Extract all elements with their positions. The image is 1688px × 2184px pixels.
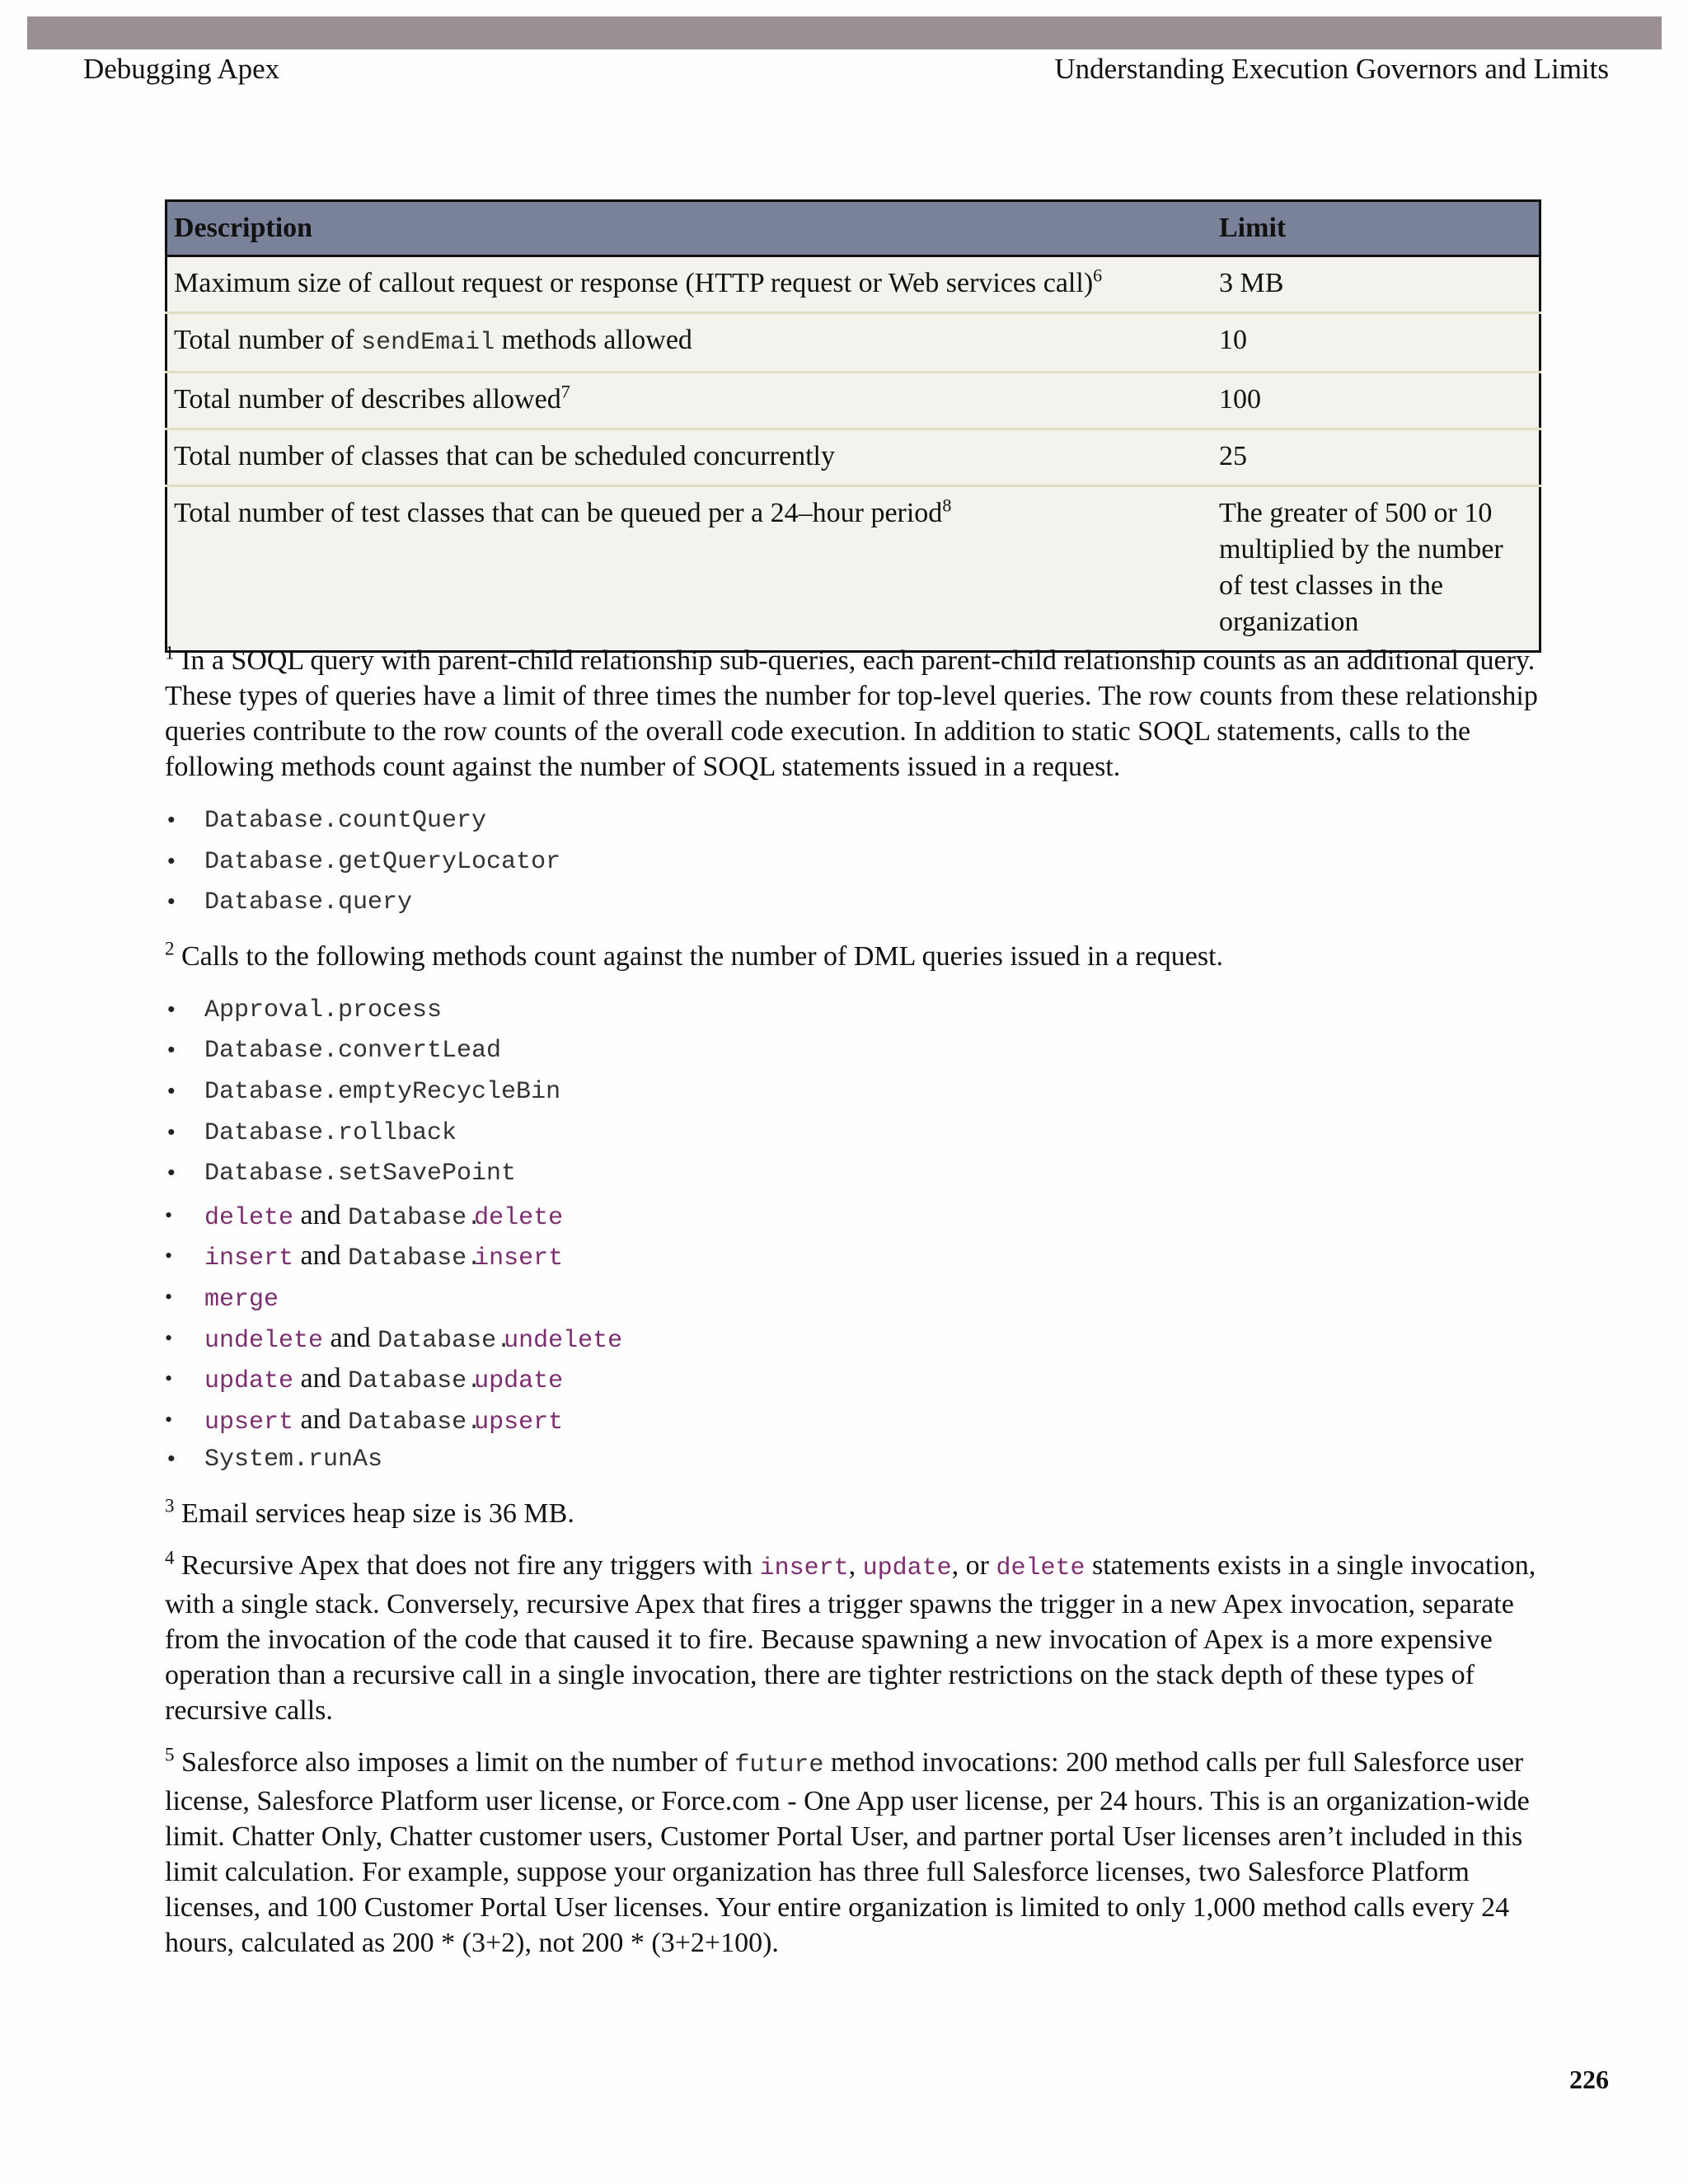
list-item: • Database.rollback xyxy=(165,1113,1541,1155)
list-item: • upsert and Database.upsert xyxy=(165,1399,1541,1441)
table-row xyxy=(166,256,1540,313)
footnote-3: $^3$ Email services heap size is 36 MB. xyxy=(165,1495,574,1529)
footnote-ref[interactable]: 7 xyxy=(560,381,570,402)
column-header-description: Description xyxy=(166,201,1213,256)
list-item: • delete and Database.delete xyxy=(165,1195,1541,1236)
footnote-5: $^5$ Salesforce also imposes a limit on the number of future method invocations: 200 method calls per full Salesforce user license, Salesforce Platform user license, or Force.com - One App user license, per 24 hours. This is an organization-wide limit. Chatter Only, Chatter customer users, Customer Portal User, and partner portal User licenses aren’t included in this limit calculation. For example, suppose your organization has three full Salesforce licenses, two Salesforce Platform licenses, and 100 Customer Portal User licenses. Your entire organization is limited to only 1,000 method calls every 24 hours, calculated as 200 * (3+2), not 200 * (3+2+100). xyxy=(165,1744,1530,1958)
table-row xyxy=(166,373,1540,429)
cell-description: Maximum size of callout request or response (HTTP request or Web services call)$^6$ xyxy=(166,256,1213,313)
footnote-ref[interactable]: 6 xyxy=(1093,265,1103,286)
soql-method-list xyxy=(165,801,1541,924)
dml-method-list xyxy=(165,991,1541,1481)
list-item: • Database.countQuery xyxy=(165,801,1541,842)
cell-limit: 3 MB xyxy=(1212,256,1540,313)
cell-limit: The greater of 500 or 10 multiplied by the number of test classes in the organization xyxy=(1212,486,1540,652)
table-header-row xyxy=(166,201,1540,256)
list-item: • System.runAs xyxy=(165,1440,1541,1481)
column-header-limit: Limit xyxy=(1212,201,1540,256)
limits-table xyxy=(165,199,1541,653)
cell-limit: 10 xyxy=(1212,313,1540,373)
footnote-2: $^2$ Calls to the following methods count against the number of DML queries issued in a request. xyxy=(165,938,1224,972)
list-item: • merge xyxy=(165,1277,1541,1318)
page-number: 226 xyxy=(1569,2064,1609,2094)
list-item: • update and Database.update xyxy=(165,1358,1541,1399)
footnote-4: $^4$ Recursive Apex that does not fire any triggers with insert, update, or delete statements exists in a single invocation, with a single stack. Conversely, recursive Apex that fires a trigger spawns the trigger in a new Apex invocation, separate from the invocation of the code that caused it to fire. Because spawning a new invocation of Apex is a more expensive operation than a recursive call in a single invocation, there are tighter restrictions on the stack depth of these types of recursive calls. xyxy=(165,1547,1536,1726)
list-item: • Database.setSavePoint xyxy=(165,1154,1541,1195)
header-section-title: Understanding Execution Governors and Limits xyxy=(1054,53,1609,85)
list-item: • insert and Database.insert xyxy=(165,1235,1541,1277)
table-row xyxy=(166,429,1540,486)
list-item: • Database.emptyRecycleBin xyxy=(165,1072,1541,1113)
list-item: • Approval.process xyxy=(165,991,1541,1032)
cell-limit: 100 xyxy=(1212,373,1540,429)
footnote-ref[interactable]: 8 xyxy=(942,494,952,516)
list-item: • Database.convertLead xyxy=(165,1031,1541,1072)
top-color-bar xyxy=(27,16,1662,49)
cell-limit: 25 xyxy=(1212,429,1540,486)
table-row xyxy=(166,486,1540,652)
list-item: • Database.query xyxy=(165,883,1541,924)
cell-description: Total number of describes allowed$^7$ xyxy=(166,373,1213,429)
cell-description: Total number of classes that can be scheduled concurrently xyxy=(166,429,1213,486)
code-sendemail: sendEmail xyxy=(361,329,495,357)
list-item: • undelete and Database.undelete xyxy=(165,1318,1541,1359)
header-chapter-title: Debugging Apex xyxy=(83,53,280,85)
table-row xyxy=(166,313,1540,373)
list-item: • Database.getQueryLocator xyxy=(165,842,1541,883)
footnotes xyxy=(165,643,1541,1977)
footnote-1: $^1$ In a SOQL query with parent-child relationship sub-queries, each parent-child relationship counts as an additional query. These types of queries have a limit of three times the number for top-level queries. The row counts from these relationship queries contribute to the row counts of the overall code execution. In addition to static SOQL statements, calls to the following methods count against the number of SOQL statements issued in a request. xyxy=(165,642,1538,782)
cell-description: Total number of test classes that can be queued per a 24–hour period$^8$ xyxy=(166,486,1213,652)
cell-description: Total number of sendEmail methods allowed xyxy=(166,313,1213,373)
